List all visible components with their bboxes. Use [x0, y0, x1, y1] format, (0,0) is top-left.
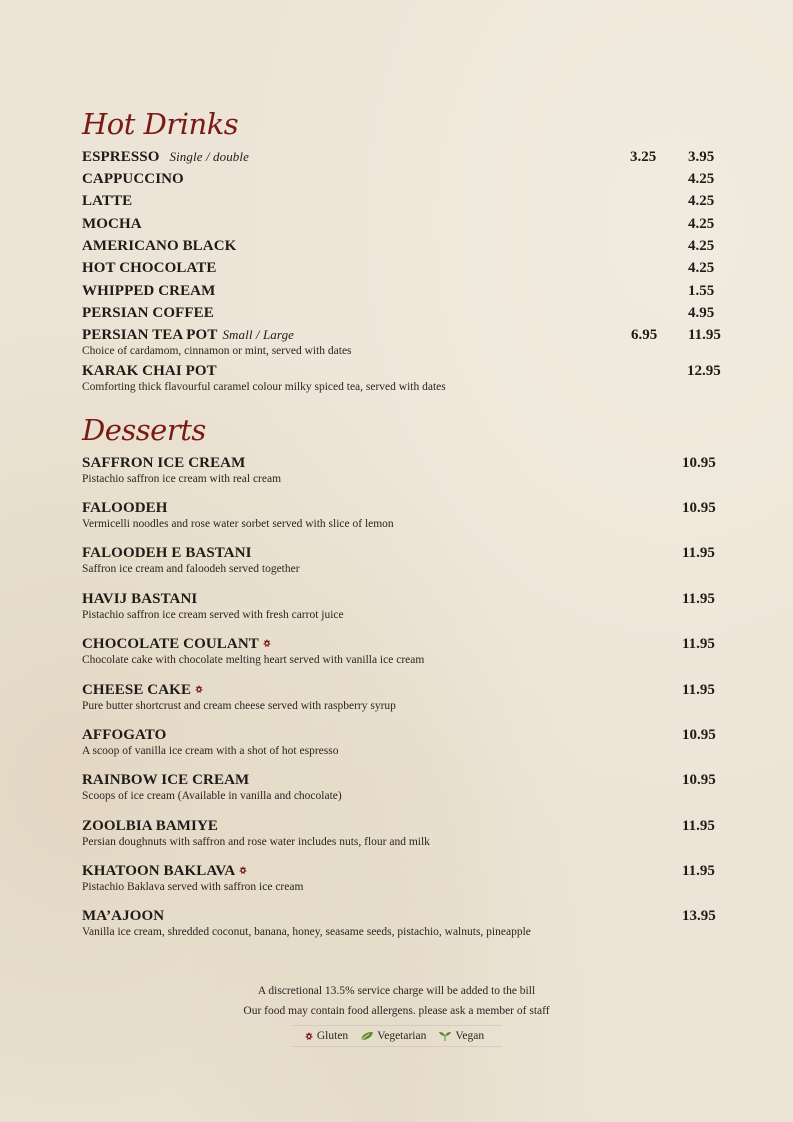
- item-description: Choice of cardamom, cinnamon or mint, served with dates: [82, 345, 352, 357]
- item-description: Comforting thick flavourful caramel colour milky spiced tea, served with dates: [82, 381, 446, 393]
- item-price: 4.25: [688, 193, 715, 209]
- legend-gluten-label: Gluten: [316, 1030, 349, 1042]
- allergen-note: Our food may contain food allergens. please ask a member of staff: [243, 1005, 550, 1017]
- item-price-large: 11.95: [688, 327, 721, 343]
- item-name: HOT CHOCOLATE: [82, 260, 217, 276]
- item-description: A scoop of vanilla ice cream with a shot of hot espresso: [82, 745, 339, 757]
- item-price: 11.95: [682, 545, 715, 561]
- item-price-single: 3.25: [630, 149, 657, 165]
- legend-gluten: [304, 1030, 348, 1042]
- item-name: SAFFRON ICE CREAM: [82, 455, 246, 471]
- gluten-icon: [238, 865, 248, 875]
- item-price: 11.95: [682, 818, 715, 834]
- item-price: 12.95: [687, 363, 721, 379]
- menu-item-faloodeh-e-bastani: [82, 545, 722, 575]
- menu-item-mocha: [82, 216, 722, 233]
- item-name: ESPRESSO: [82, 149, 160, 165]
- item-price: 10.95: [682, 772, 716, 788]
- item-price: 10.95: [682, 727, 716, 743]
- legend-vegan: [438, 1030, 484, 1042]
- menu-item-chocolate-coulant: [82, 636, 722, 666]
- item-name: FALOODEH E BASTANI: [82, 545, 252, 561]
- item-price: 10.95: [682, 455, 716, 471]
- item-description: Pistachio saffron ice cream served with fresh carrot juice: [82, 609, 344, 621]
- item-price-small: 6.95: [631, 327, 658, 343]
- item-price: 4.25: [688, 216, 715, 232]
- legend-vegetarian-label: Vegetarian: [377, 1030, 427, 1042]
- item-name: KHATOON BAKLAVA: [82, 863, 236, 879]
- item-description: Chocolate cake with chocolate melting heart served with vanilla ice cream: [82, 654, 425, 666]
- menu-item-khatoon-baklava: [82, 863, 722, 893]
- item-name: MOCHA: [82, 216, 142, 232]
- item-price: 4.25: [688, 260, 715, 276]
- item-name: HAVIJ BASTANI: [82, 591, 198, 607]
- item-name: MA’AJOON: [82, 908, 165, 924]
- menu-item-faloodeh: [82, 500, 722, 530]
- item-description: Scoops of ice cream (Available in vanilla and chocolate): [82, 790, 342, 802]
- item-price-double: 3.95: [688, 149, 715, 165]
- leaf-icon: [360, 1031, 374, 1041]
- gluten-icon: [262, 638, 272, 648]
- item-variant: Small / Large: [222, 327, 295, 342]
- item-name: CHEESE CAKE: [82, 682, 192, 698]
- legend-vegetarian: [360, 1030, 426, 1042]
- item-name: LATTE: [82, 193, 133, 209]
- item-name: AMERICANO BLACK: [82, 238, 237, 254]
- dietary-legend: [292, 1025, 502, 1047]
- item-price: 4.95: [688, 305, 715, 321]
- item-name: KARAK CHAI POT: [82, 363, 217, 379]
- service-charge-note: A discretional 13.5% service charge will be added to the bill: [257, 985, 536, 997]
- menu-item-latte: [82, 193, 722, 210]
- item-variant: Single / double: [169, 149, 249, 164]
- menu-item-saffron-ice-cream: [82, 455, 722, 485]
- item-description: Vanilla ice cream, shredded coconut, banana, honey, seasame seeds, pistachio, walnuts, pineapple: [82, 926, 531, 938]
- menu-item-persian-coffee: [82, 305, 722, 322]
- item-description: Persian doughnuts with saffron and rose water includes nuts, flour and milk: [82, 836, 430, 848]
- item-price: 11.95: [682, 591, 715, 607]
- menu-item-havij-bastani: [82, 591, 722, 621]
- menu-item-karak-chai-pot: [82, 363, 722, 393]
- item-description: Pistachio saffron ice cream with real cream: [82, 473, 282, 485]
- menu-item-persian-tea-pot: [82, 327, 722, 357]
- menu-item-espresso: [82, 149, 722, 166]
- item-price: 10.95: [682, 500, 716, 516]
- hot-drinks-title: Hot Drinks: [82, 107, 239, 141]
- menu-item-cappuccino: [82, 171, 722, 188]
- item-price: 4.25: [688, 171, 715, 187]
- menu-item-whipped-cream: [82, 283, 722, 300]
- menu-item-americano: [82, 238, 722, 255]
- item-price: 11.95: [682, 682, 715, 698]
- item-name: AFFOGATO: [82, 727, 167, 743]
- sprout-icon: [438, 1031, 452, 1041]
- menu-item-hot-chocolate: [82, 260, 722, 277]
- gluten-icon: [194, 684, 204, 694]
- menu-item-cheese-cake: [82, 682, 722, 712]
- item-description: Pistachio Baklava served with saffron ice cream: [82, 881, 304, 893]
- item-name: RAINBOW ICE CREAM: [82, 772, 250, 788]
- item-name: CAPPUCCINO: [82, 171, 184, 187]
- item-price: 4.25: [688, 238, 715, 254]
- item-name: ZOOLBIA BAMIYE: [82, 818, 219, 834]
- item-price: 13.95: [682, 908, 716, 924]
- menu-item-zoolbia-bamiye: [82, 818, 722, 848]
- item-price: 11.95: [682, 636, 715, 652]
- item-price: 1.55: [688, 283, 715, 299]
- menu-item-rainbow-ice-cream: [82, 772, 722, 802]
- item-name: WHIPPED CREAM: [82, 283, 216, 299]
- gluten-icon: [304, 1031, 314, 1041]
- menu-item-maajoon: [82, 908, 722, 938]
- item-description: Saffron ice cream and faloodeh served together: [82, 563, 300, 575]
- item-name: FALOODEH: [82, 500, 168, 516]
- item-name: PERSIAN TEA POT: [82, 327, 218, 343]
- desserts-title: Desserts: [82, 413, 206, 447]
- item-price: 11.95: [682, 863, 715, 879]
- menu-item-affogato: [82, 727, 722, 757]
- item-name: CHOCOLATE COULANT: [82, 636, 259, 652]
- item-name: PERSIAN COFFEE: [82, 305, 214, 321]
- item-description: Vermicelli noodles and rose water sorbet served with slice of lemon: [82, 518, 394, 530]
- item-description: Pure butter shortcrust and cream cheese served with raspberry syrup: [82, 700, 396, 712]
- legend-vegan-label: Vegan: [455, 1030, 485, 1042]
